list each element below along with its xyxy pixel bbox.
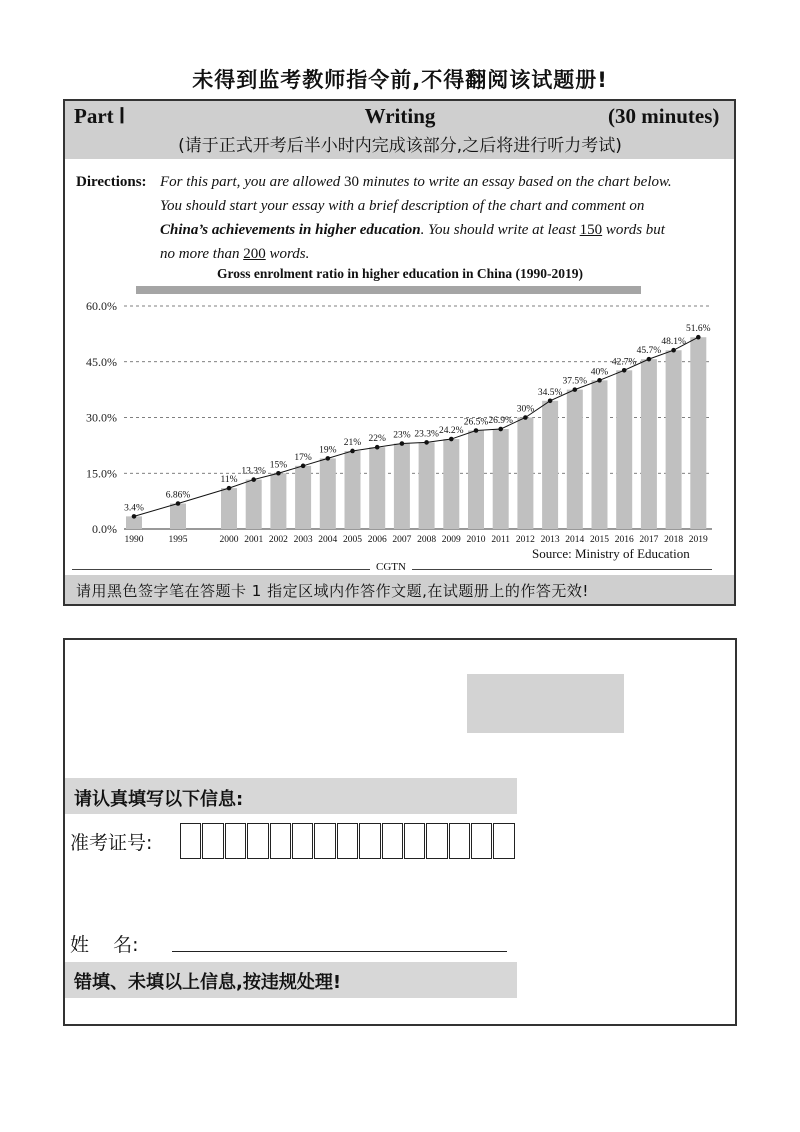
chart-source: Source: Ministry of Education — [532, 546, 690, 561]
x-tick-label: 2003 — [293, 535, 313, 545]
x-tick-label: 2000 — [219, 535, 239, 545]
x-tick-label: 2004 — [318, 535, 338, 545]
part-time: (30 minutes) — [608, 104, 720, 128]
part-label: Part Ⅰ — [74, 104, 126, 128]
x-tick-label: 2009 — [441, 535, 461, 545]
data-point — [132, 514, 137, 519]
data-point — [474, 428, 479, 433]
directions-label: Directions: — [76, 174, 147, 190]
exam-id-digit-box[interactable] — [382, 823, 403, 859]
x-tick-label: 2018 — [664, 535, 684, 545]
data-label: 34.5% — [537, 387, 563, 398]
directions-line-4 — [160, 246, 309, 263]
data-label: 48.1% — [661, 337, 686, 348]
directions-text: no more than — [160, 246, 244, 262]
data-label: 40% — [590, 367, 609, 378]
enrolment-bar-chart — [0, 290, 800, 545]
directions-topic: China’s achievements in higher education — [160, 222, 421, 238]
data-label: 26.9% — [488, 416, 513, 427]
data-point — [523, 415, 528, 420]
data-point — [498, 427, 503, 432]
data-point — [227, 486, 232, 491]
chart-bar — [246, 480, 262, 529]
exam-id-digit-box[interactable] — [359, 823, 380, 859]
chart-bar — [592, 380, 608, 529]
data-label: 15% — [269, 460, 288, 471]
x-tick-label: 2002 — [268, 535, 288, 545]
exam-id-digit-box[interactable] — [180, 823, 201, 859]
data-point — [400, 441, 405, 446]
data-label: 37.5% — [562, 376, 588, 387]
info-heading: 请认真填写以下信息: — [74, 789, 244, 810]
x-tick-label: 2007 — [392, 535, 412, 545]
exam-id-digit-box[interactable] — [270, 823, 291, 859]
exam-id-digit-box[interactable] — [337, 823, 358, 859]
data-label: 23.3% — [414, 429, 439, 440]
data-label: 13.3% — [241, 466, 266, 477]
chart-credit: CGTN — [370, 561, 412, 573]
directions-emphasis: you are allowed — [244, 174, 341, 190]
directions-line-2: You should start your essay with a brief description of the chart and comment on — [160, 198, 645, 214]
exam-id-digit-box[interactable] — [493, 823, 514, 859]
exam-id-digit-box[interactable] — [225, 823, 246, 859]
chart-bar — [542, 401, 558, 529]
top-warning: 未得到监考教师指令前,不得翻阅该试题册! — [192, 68, 608, 92]
min-word-count: 150 — [579, 222, 603, 238]
x-tick-label: 2010 — [466, 535, 486, 545]
exam-id-digit-box[interactable] — [449, 823, 470, 859]
x-tick-label: 2005 — [343, 535, 362, 545]
chart-bar — [419, 442, 435, 529]
chart-bar — [345, 451, 361, 529]
data-point — [573, 387, 578, 392]
exam-id-digit-box[interactable] — [404, 823, 425, 859]
x-tick-label: 2013 — [540, 535, 560, 545]
data-label: 24.2% — [439, 426, 464, 437]
max-word-count: 200 — [243, 246, 266, 262]
data-label: 22% — [368, 434, 386, 445]
chart-bar — [567, 390, 583, 529]
chart-bar — [493, 429, 509, 529]
data-label: 3.4% — [124, 503, 144, 514]
data-label: 26.5% — [463, 417, 489, 428]
directions-text: minutes to write an essay based on the chart below. — [362, 174, 672, 190]
chart-bar — [517, 418, 533, 530]
data-point — [622, 368, 627, 373]
y-tick-label: 0.0% — [92, 522, 117, 536]
directions-line-1 — [160, 174, 672, 191]
data-point — [375, 445, 380, 450]
part-title: Writing — [364, 104, 436, 128]
data-point — [301, 464, 306, 469]
x-tick-label: 2016 — [614, 535, 634, 545]
exam-id-digit-box[interactable] — [426, 823, 447, 859]
chart-bar — [369, 447, 385, 529]
data-label: 51.6% — [686, 324, 711, 335]
x-tick-label: 2019 — [688, 535, 708, 545]
data-label: 42.7% — [611, 357, 637, 368]
chart-bar — [295, 466, 311, 529]
data-point — [647, 357, 652, 362]
directions-line-3 — [160, 222, 665, 239]
data-point — [326, 456, 331, 461]
data-point — [548, 398, 553, 403]
data-point — [251, 477, 256, 482]
data-label: 23% — [393, 430, 411, 441]
x-tick-label: 2011 — [491, 535, 511, 545]
data-label: 19% — [319, 445, 337, 456]
x-tick-label: 2006 — [367, 535, 387, 545]
data-label: 17% — [294, 452, 312, 463]
data-label: 11% — [220, 475, 238, 486]
chart-bar — [616, 370, 632, 529]
part-subtitle: (请于正式开考后半小时内完成该部分,之后将进行听力考试) — [178, 136, 622, 156]
data-point — [597, 378, 602, 383]
data-label: 45.7% — [636, 346, 662, 357]
data-point — [176, 501, 181, 506]
x-tick-label: 2015 — [590, 535, 609, 545]
name-label: 姓 名: — [70, 934, 139, 956]
data-label: 21% — [343, 437, 362, 448]
exam-id-digit-box[interactable] — [471, 823, 492, 859]
x-tick-label: 2001 — [244, 535, 264, 545]
data-point — [350, 449, 355, 454]
y-tick-label: 45.0% — [86, 354, 117, 369]
directions-number: 30 — [340, 174, 363, 190]
x-tick-label: 2012 — [515, 535, 535, 545]
x-tick-label: 2008 — [417, 535, 437, 545]
data-point — [696, 335, 701, 340]
exam-id-boxes[interactable] — [180, 823, 516, 859]
chart-bar — [270, 473, 286, 529]
x-tick-label: 1995 — [168, 535, 188, 545]
answer-note: 请用黑色签字笔在答题卡 1 指定区域内作答作文题,在试题册上的作答无效! — [76, 582, 589, 600]
data-point — [276, 471, 281, 476]
x-tick-label: 2014 — [565, 535, 585, 545]
chart-bar — [170, 504, 186, 529]
chart-bar — [221, 488, 237, 529]
y-tick-label: 15.0% — [86, 466, 117, 481]
data-point — [449, 437, 454, 442]
x-tick-label: 1990 — [124, 535, 144, 545]
y-tick-label: 60.0% — [86, 299, 117, 313]
exam-id-digit-box[interactable] — [314, 823, 335, 859]
exam-id-digit-box[interactable] — [247, 823, 268, 859]
y-tick-label: 30.0% — [86, 410, 117, 425]
exam-id-digit-box[interactable] — [202, 823, 223, 859]
chart-bar — [690, 337, 706, 529]
name-field[interactable] — [172, 951, 507, 952]
x-tick-label: 2017 — [639, 535, 659, 545]
chart-bar — [641, 359, 657, 529]
directions-text: . You should write at least — [420, 222, 580, 238]
exam-id-digit-box[interactable] — [292, 823, 313, 859]
chart-bar — [320, 458, 336, 529]
data-point — [671, 348, 676, 353]
directions-text: words but — [602, 222, 665, 238]
data-label: 30% — [516, 404, 535, 415]
chart-bar — [443, 439, 459, 529]
directions-text: words. — [265, 246, 310, 262]
error-note: 错填、未填以上信息,按违规处理! — [74, 972, 342, 993]
barcode-area — [467, 674, 624, 733]
exam-id-label: 准考证号: — [70, 832, 153, 854]
data-point — [424, 440, 429, 445]
chart-bar — [468, 431, 484, 529]
chart-bar — [394, 444, 410, 529]
directions-text: For this part, — [160, 174, 245, 190]
data-label: 6.86% — [165, 490, 191, 501]
chart-bar — [666, 350, 682, 529]
chart-title: Gross enrolment ratio in higher education in China (1990-2019) — [216, 266, 584, 281]
